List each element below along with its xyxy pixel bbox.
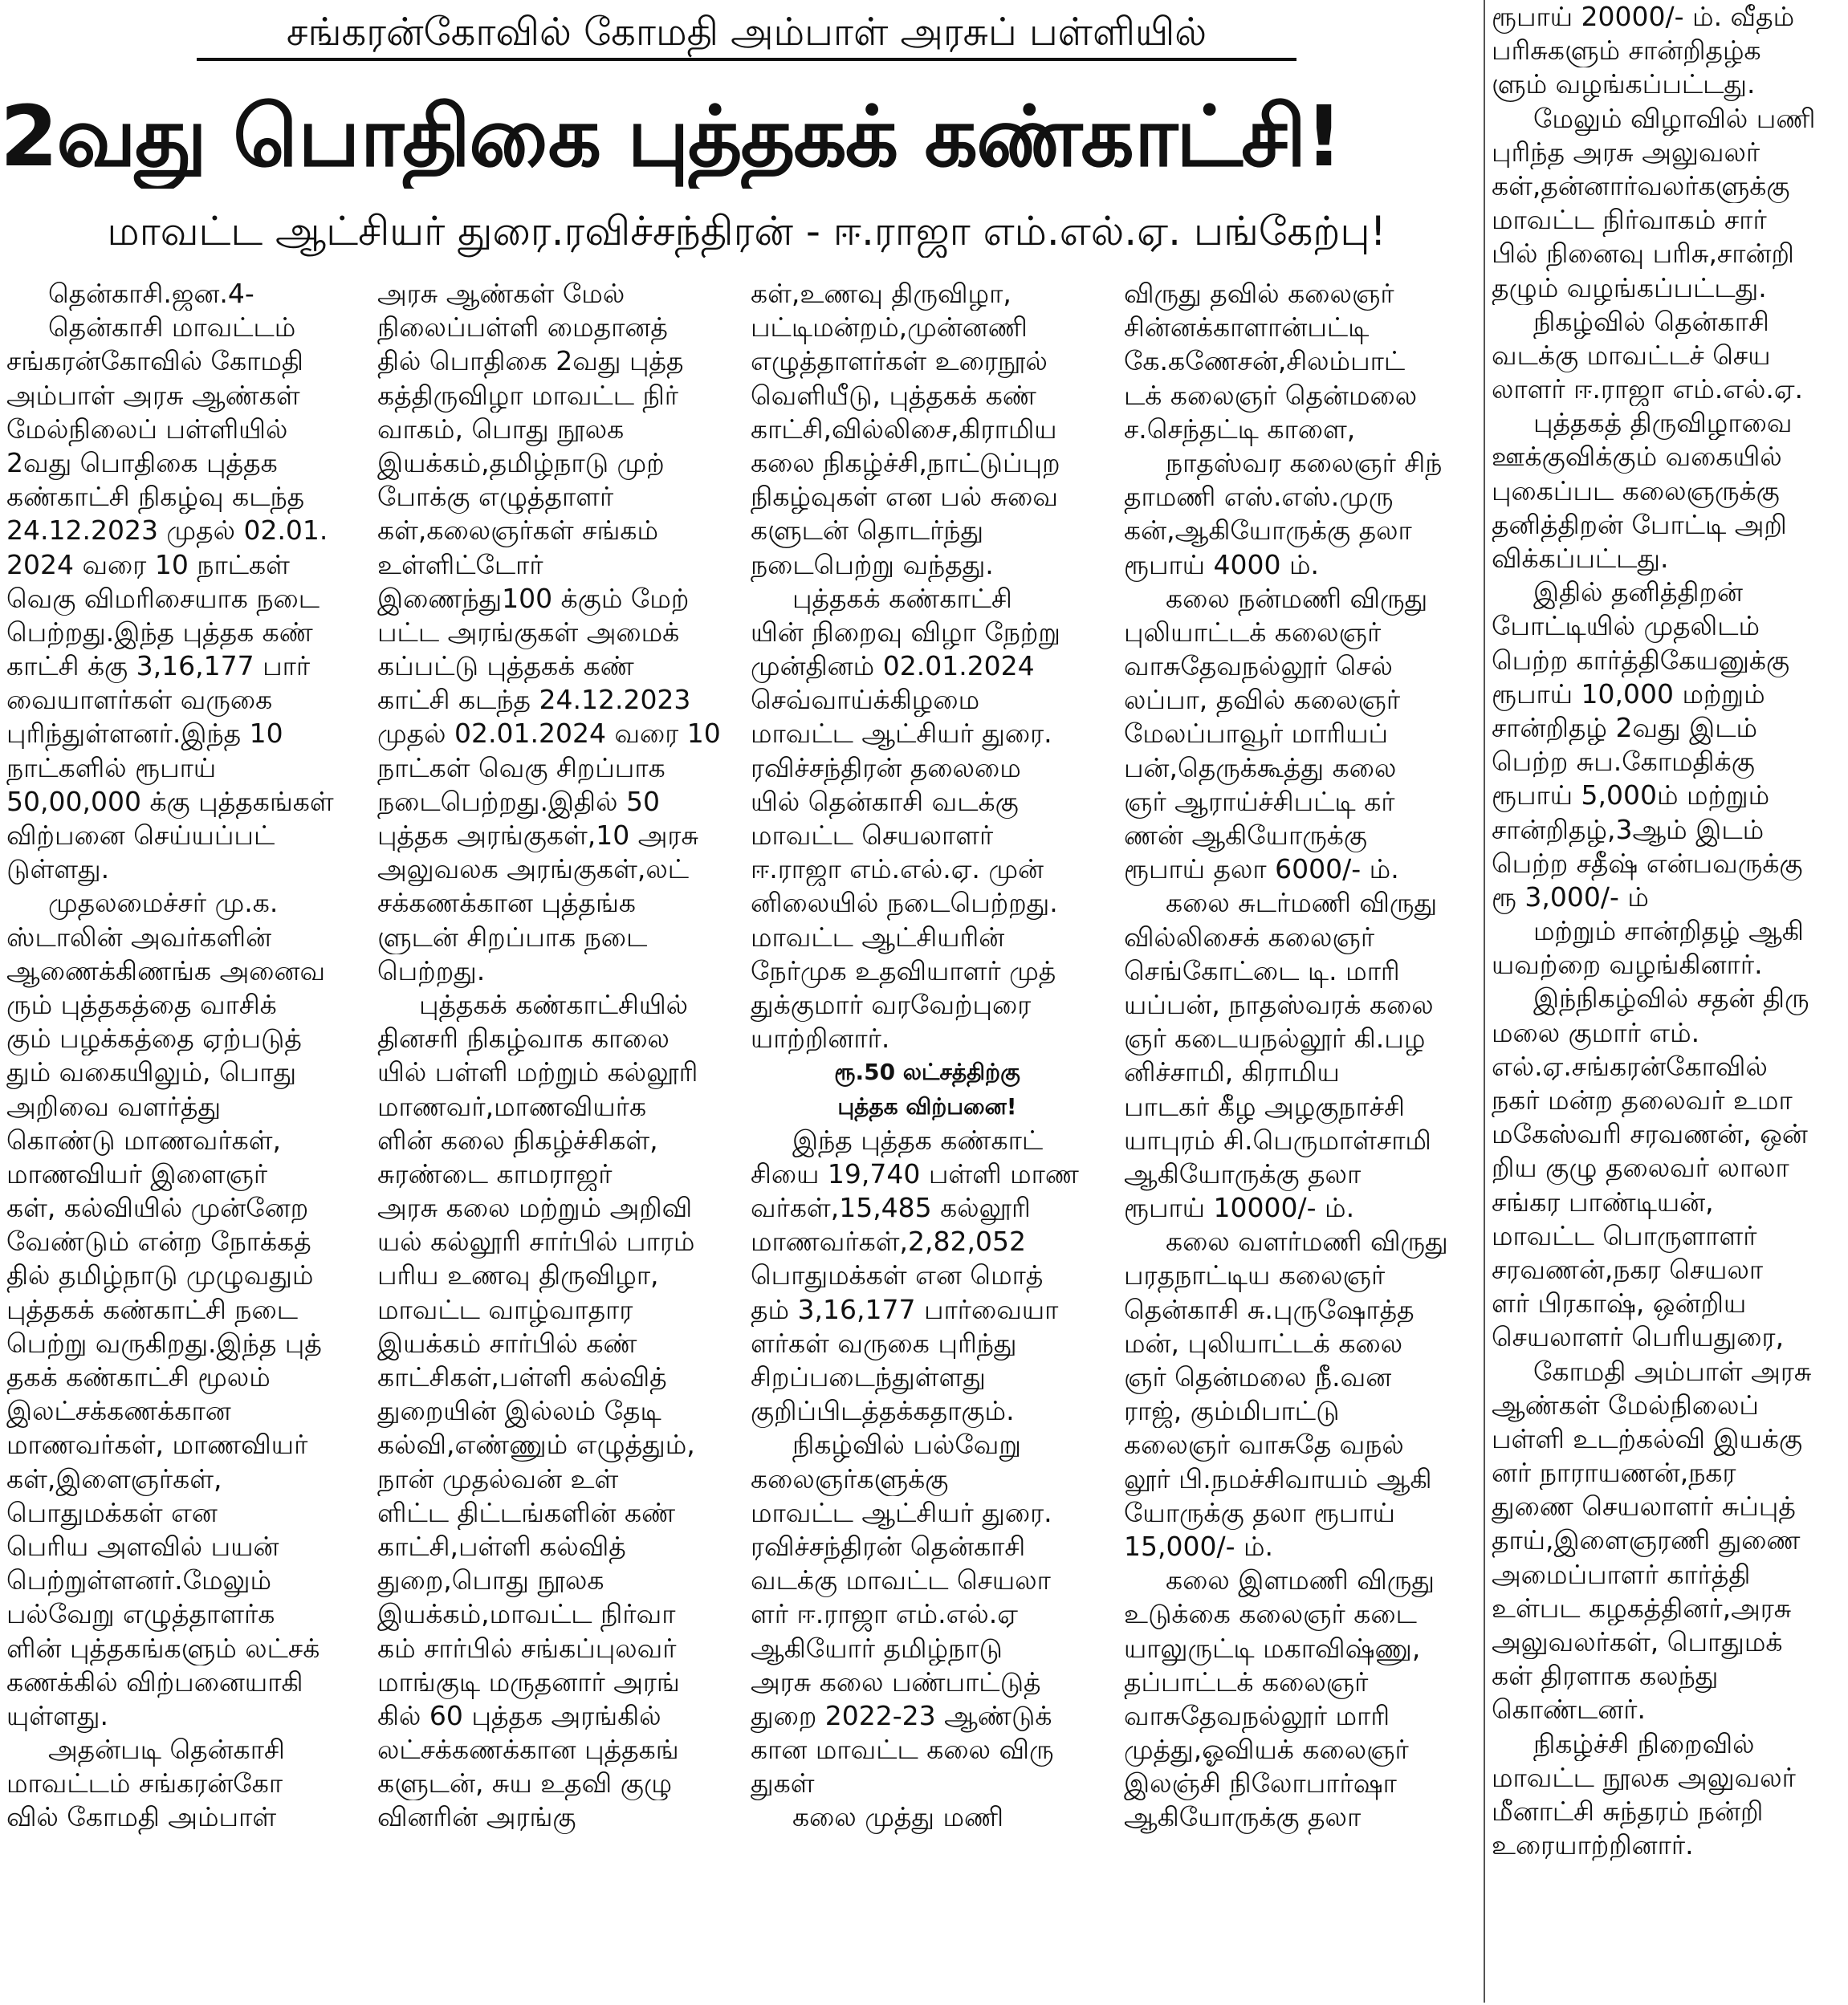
text-line: ரூ 3,000/- ம் <box>1492 880 1649 913</box>
text-line: கன்,ஆகியோருக்கு தலா <box>1124 514 1412 547</box>
text-line: தழும் வழங்கப்பட்டது. <box>1492 271 1767 303</box>
text-line: ரூபாய் 10000/- ம். <box>1124 1192 1355 1224</box>
text-line: ஞர் தென்மலை நீ.வன <box>1124 1361 1392 1393</box>
subheadline: மாவட்ட ஆட்சியர் துரை.ரவிச்சந்திரன் - ஈ.ராஜா எம்.எல்.ஏ. பங்கேற்பு! <box>107 208 1386 254</box>
text-line: அரசு கலை மற்றும் அறிவி <box>377 1192 693 1224</box>
text-line: பரிய உணவு திருவிழா, <box>377 1259 659 1291</box>
headline-block <box>0 0 1489 265</box>
text-line: ளுடன் சிறப்பாக நடை <box>377 921 648 953</box>
text-line: ஊக்குவிக்கும் வகையில் <box>1492 441 1782 473</box>
text-line: முன்தினம் 02.01.2024 <box>751 650 1035 682</box>
text-line: தில் பொதிகை 2வது புத்த <box>377 345 684 377</box>
text-line: டுள்ளது. <box>6 853 110 885</box>
text-line: நேர்முக உதவியாளர் முத் <box>751 954 1056 986</box>
column-divider <box>1484 0 1485 2003</box>
text-line: 50,00,000 க்கு புத்தகங்கள் <box>6 785 334 817</box>
text-line: கள்,கலைஞர்கள் சங்கம் <box>377 514 659 547</box>
text-line: யாற்றினார். <box>751 1023 890 1055</box>
text-line: மாணவர்,மாணவியர்க <box>377 1090 647 1122</box>
text-line: கள் திரளாக கலந்து <box>1492 1660 1719 1692</box>
text-line: மாங்குடி மருதனார் அரங் <box>377 1665 680 1698</box>
text-line: கலைஞர்களுக்கு <box>751 1462 949 1495</box>
text-line: நாதஸ்வர கலைஞர் சிந் <box>1166 446 1443 478</box>
text-line: ரூபாய் 4000 ம். <box>1124 548 1320 580</box>
text-line: நிகழ்ச்சி நிறைவில் <box>1533 1727 1755 1759</box>
text-line: ரும் புத்தகத்தை வாசிக் <box>6 988 277 1020</box>
text-line: கள்,இளைஞர்கள், <box>6 1462 222 1495</box>
text-line: சின்னக்காளான்பட்டி <box>1124 311 1370 344</box>
text-line: அமைப்பாளர் கார்த்தி <box>1492 1558 1751 1590</box>
text-line: கப்பட்டு புத்தகக் கண் <box>377 650 634 682</box>
text-line: விருது தவில் கலைஞர் <box>1124 278 1394 309</box>
text-line: கத்திருவிழா மாவட்ட நிர் <box>377 379 679 411</box>
text-line: வர்கள்,15,485 கல்லூரி <box>751 1192 1031 1224</box>
text-line: கம் சார்பில் சங்கப்புலவர் <box>377 1632 677 1664</box>
text-line: நிலைப்பள்ளி மைதானத் <box>377 311 668 344</box>
text-line: ளர்கள் வருகை புரிந்து <box>751 1327 1017 1359</box>
text-line: மாவட்ட நூலக அலுவலர் <box>1492 1761 1796 1793</box>
text-line: யோருக்கு தலா ரூபாய் <box>1124 1496 1395 1528</box>
text-line: துக்குமார் வரவேற்புரை <box>751 988 1032 1020</box>
text-line: வடக்கு மாவட்ட செயலா <box>751 1564 1051 1596</box>
text-line: தென்காசி சு.புருஷோத்த <box>1124 1293 1414 1325</box>
text-line: காட்சி,வில்லிசை,கிராமிய <box>751 413 1057 445</box>
text-line: யப்பன், நாதஸ்வரக் கலை <box>1124 988 1434 1020</box>
text-line: துறை 2022-23 ஆண்டுக் <box>751 1699 1052 1731</box>
text-line: மாவட்ட நிர்வாகம் சார் <box>1492 204 1767 236</box>
text-line: ஞர் ஆராய்ச்சிபட்டி கர் <box>1124 785 1395 817</box>
text-line: மேலும் விழாவில் பணி <box>1533 102 1816 134</box>
text-line: புலியாட்டக் கலைஞர் <box>1124 616 1382 648</box>
text-line: தாமணி எஸ்.எஸ்.முரு <box>1124 481 1394 513</box>
text-line: அம்பாள் அரசு ஆண்கள் <box>6 379 300 411</box>
text-line: மாவட்ட ஆட்சியர் துரை. <box>751 1496 1052 1528</box>
text-line: லாளர் ஈ.ராஜா எம்.எல்.ஏ. <box>1492 373 1804 405</box>
text-line: வில்லிசைக் கலைஞர் <box>1124 921 1375 953</box>
text-line: போக்கு எழுத்தாளர் <box>377 481 614 513</box>
text-line: நாட்களில் ரூபாய் <box>6 751 217 783</box>
text-line: ளும் வழங்கப்பட்டது. <box>1492 68 1756 100</box>
kicker-underline <box>197 58 1296 61</box>
text-line: ளர் ஈ.ராஜா எம்.எல்.ஏ <box>751 1598 1018 1630</box>
text-line: ளின் கலை நிகழ்ச்சிகள், <box>377 1124 658 1156</box>
text-line: தாய்,இளைஞரணி துணை <box>1492 1524 1801 1556</box>
text-line: ரூபாய் 10,000 மற்றும் <box>1492 677 1765 710</box>
article-column-5 <box>1492 0 1843 2003</box>
text-line: மாவட்ட பொருளாளர் <box>1492 1219 1757 1251</box>
text-line: எழுத்தாளர்கள் உரைநூல் <box>751 345 1048 377</box>
text-line: பெற்று வருகிறது.இந்த புத் <box>6 1327 322 1359</box>
text-line: பெற்ற சுப.கோமதிக்கு <box>1492 746 1755 778</box>
text-line: னிலையில் நடைபெற்றது. <box>751 887 1058 919</box>
text-line: நடைபெற்று வந்தது. <box>751 548 994 580</box>
text-line: சக்கணக்கான புத்தங்க <box>377 887 636 919</box>
text-line: மாவட்ட ஆட்சியரின் <box>751 921 1005 953</box>
text-line: செயலாளர் பெரியதுரை, <box>1492 1321 1785 1353</box>
text-line: காட்சி க்கு 3,16,177 பார் <box>6 650 311 682</box>
text-line: கள், கல்வியில் முன்னேற <box>6 1192 309 1224</box>
article-column-2 <box>377 277 731 2003</box>
text-line: யில் தென்காசி வடக்கு <box>751 785 1019 817</box>
text-line: வினரின் அரங்கு <box>377 1801 576 1833</box>
article-column-4 <box>1124 277 1477 2003</box>
text-line: பட்ட அரங்குகள் அமைக் <box>377 616 680 648</box>
text-line: பெற்றுள்ளனர்.மேலும் <box>6 1564 272 1596</box>
text-line: சிறப்படைந்துள்ளது <box>751 1361 986 1393</box>
text-line: பெற்றது. <box>377 954 486 986</box>
text-line: ரூபாய் 5,000ம் மற்றும் <box>1492 779 1770 811</box>
text-line: நாட்கள் வெகு சிறப்பாக <box>377 751 666 783</box>
text-line: கலை சுடர்மணி விருது <box>1166 887 1438 919</box>
text-line: அலுவலர்கள், பொதுமக் <box>1492 1626 1783 1657</box>
text-line: மாணவர்கள், மாணவியர் <box>6 1429 308 1461</box>
text-line: உடுக்கை கலைஞர் கடை <box>1124 1598 1417 1630</box>
text-line: சுரண்டை காமராஜர் <box>377 1157 613 1190</box>
text-line: 15,000/- ம். <box>1124 1530 1274 1562</box>
text-line: செவ்வாய்க்கிழமை <box>751 684 980 716</box>
text-line: புரிந்துள்ளனர்.இந்த 10 <box>6 718 283 750</box>
text-line: அதன்படி தென்காசி <box>48 1734 285 1766</box>
text-line: அரசு ஆண்கள் மேல் <box>377 278 625 309</box>
text-line: பள்ளி உடற்கல்வி இயக்கு <box>1492 1422 1803 1454</box>
text-line: மகேஸ்வரி சரவணன், ஒன் <box>1492 1118 1808 1150</box>
main-headline: 2வது பொதிகை புத்தகக் கண்காட்சி! <box>0 87 1341 185</box>
text-line: புத்தகத் திருவிழாவை <box>1533 407 1793 439</box>
text-line: லப்பா, தவில் கலைஞர் <box>1124 684 1401 716</box>
text-line: தகக் கண்காட்சி மூலம் <box>6 1361 271 1393</box>
text-line: வாசுதேவநல்லூர் மாரி <box>1124 1699 1390 1731</box>
text-line: பில் நினைவு பரிசு,சான்றி <box>1492 238 1794 270</box>
text-line: ளர் பிரகாஷ், ஒன்றிய <box>1492 1287 1747 1320</box>
text-line: யாபுரம் சி.பெருமாள்சாமி <box>1124 1124 1431 1156</box>
text-line: கொண்டு மாணவர்கள், <box>6 1124 281 1156</box>
text-line: கல்வி,எண்ணும் எழுத்தும், <box>377 1429 695 1461</box>
text-line: ணன் ஆகியோருக்கு <box>1124 819 1368 851</box>
text-line: சங்கர பாண்டியன், <box>1492 1186 1714 1218</box>
text-line: 2024 வரை 10 நாட்கள் <box>6 548 290 580</box>
text-line: புத்தகக் கண்காட்சி நடை <box>6 1293 298 1325</box>
text-line: கும் பழக்கத்தை ஏற்படுத் <box>6 1023 302 1055</box>
text-line: லட்சக்கணக்கான புத்தகங் <box>377 1734 679 1766</box>
text-line: கில் 60 புத்தக அரங்கில் <box>377 1699 661 1731</box>
text-line: கலை நிகழ்ச்சி,நாட்டுப்புற <box>751 446 1060 478</box>
text-line: பெற்றது.இந்த புத்தக கண் <box>6 616 313 648</box>
text-line: கண்காட்சி நிகழ்வு கடந்த <box>6 481 305 513</box>
text-line: கலை நன்மணி விருது <box>1166 582 1428 614</box>
text-line: நான் முதல்வன் உள் <box>377 1462 619 1495</box>
text-line: முதல் 02.01.2024 வரை 10 <box>377 718 721 750</box>
text-line: புத்தகக் கண்காட்சி <box>792 582 1012 614</box>
text-line: ச.செந்தட்டி காளை, <box>1124 413 1356 445</box>
text-line: களுடன் தொடர்ந்து <box>751 514 984 547</box>
text-line: புரிந்த அரசு அலுவலர் <box>1492 136 1760 168</box>
text-line: பெற்ற சதீஷ் என்பவருக்கு <box>1492 847 1803 879</box>
text-line: துறையின் இல்லம் தேடி <box>377 1395 661 1427</box>
text-line: பொதுமக்கள் என <box>6 1496 218 1528</box>
text-line: மலை குமார் எம். <box>1492 1016 1700 1048</box>
text-line: வாசுதேவநல்லூர் செல் <box>1124 650 1393 682</box>
text-line: வேண்டும் என்ற நோக்கத் <box>6 1226 311 1258</box>
text-line: நகர் மன்ற தலைவர் உமா <box>1492 1084 1793 1116</box>
text-line: தென்காசி.ஜன.4- <box>48 278 254 309</box>
text-line: நிகழ்வில் தென்காசி <box>1533 305 1769 337</box>
text-line: இதில் தனித்திறன் <box>1533 576 1743 608</box>
text-line: ளிட்ட திட்டங்களின் கண் <box>377 1496 676 1528</box>
text-line: யுள்ளது. <box>6 1699 108 1731</box>
text-line: தும் வகையிலும், பொது <box>6 1056 297 1088</box>
text-line: ஸ்டாலின் அவர்களின் <box>6 921 272 953</box>
text-line: பெரிய அளவில் பயன் <box>6 1530 279 1562</box>
text-line: நிகழ்வில் பல்வேறு <box>792 1429 1021 1461</box>
text-line: பட்டிமன்றம்,முன்னணி <box>751 311 1028 344</box>
text-line: பரதநாட்டிய கலைஞர் <box>1124 1259 1386 1291</box>
text-line: கணக்கில் விற்பனையாகி <box>6 1665 303 1698</box>
text-line: ஆண்கள் மேல்நிலைப் <box>1492 1389 1759 1421</box>
text-line: இந்த புத்தக கண்காட் <box>792 1124 1044 1156</box>
text-line: இலட்சக்கணக்கான <box>6 1395 231 1427</box>
text-line: யில் பள்ளி மற்றும் கல்லூரி <box>377 1056 698 1088</box>
text-line: பன்,தெருக்கூத்து கலை <box>1124 751 1397 783</box>
text-line: யவற்றை வழங்கினார். <box>1492 949 1763 981</box>
text-line: கலை இளமணி விருது <box>1166 1564 1435 1596</box>
text-line: இயக்கம்,தமிழ்நாடு முற் <box>377 446 665 478</box>
text-line: ஈ.ராஜா எம்.எல்.ஏ. முன் <box>751 853 1044 885</box>
text-line: விக்கப்பட்டது. <box>1492 543 1669 574</box>
text-line: உரையாற்றினார். <box>1492 1829 1694 1861</box>
text-line: வாகம், பொது நூலக <box>377 413 625 445</box>
text-line: டக் கலைஞர் தென்மலை <box>1124 379 1418 411</box>
text-line: ஆணைக்கிணங்க அனைவ <box>6 954 326 986</box>
text-line: கலை முத்து மணி <box>792 1801 1004 1833</box>
text-line: குறிப்பிடத்தக்கதாகும். <box>751 1395 1015 1427</box>
text-line: தம் 3,16,177 பார்வையா <box>751 1293 1059 1325</box>
text-line: செங்கோட்டை டி. மாரி <box>1124 954 1400 986</box>
text-line: துறை,பொது நூலக <box>377 1564 604 1596</box>
text-line: தென்காசி மாவட்டம் <box>48 311 296 344</box>
text-line: மாவட்டம் சங்கரன்கோ <box>6 1767 283 1800</box>
text-line: ஞர் கடையநல்லூர் கி.பழ <box>1124 1023 1426 1055</box>
text-line: தனித்திறன் போட்டி அறி <box>1492 508 1787 540</box>
text-line: காட்சி,பள்ளி கல்வித் <box>377 1530 626 1562</box>
text-line: ரவிச்சந்திரன் தலைமை <box>751 751 1021 783</box>
text-line: யாலுருட்டி மகாவிஷ்ணு, <box>1124 1632 1421 1664</box>
text-line: மாவட்ட ஆட்சியர் துரை. <box>751 718 1052 750</box>
text-line: ரவிச்சந்திரன் தென்காசி <box>751 1530 1026 1562</box>
text-line: கொண்டனர். <box>1492 1694 1647 1726</box>
text-line: முதலமைச்சர் மு.க. <box>48 887 279 919</box>
text-line: நடைபெற்றது.இதில் 50 <box>377 785 660 817</box>
text-line: ஆகியோருக்கு தலா <box>1124 1157 1362 1190</box>
text-line: எல்.ஏ.சங்கரன்கோவில் <box>1492 1050 1768 1082</box>
text-line: நிகழ்வுகள் என பல் சுவை <box>751 481 1058 513</box>
text-line: களுடன், சுய உதவி குழு <box>377 1767 673 1800</box>
text-line: காட்சி கடந்த 24.12.2023 <box>377 684 691 716</box>
text-line: புத்தகக் கண்காட்சியில் <box>419 988 689 1020</box>
text-line: மேல்நிலைப் பள்ளியில் <box>6 413 288 445</box>
text-line: ரூபாய் தலா 6000/- ம். <box>1124 853 1399 885</box>
text-line: 2வது பொதிகை புத்தக <box>6 446 278 478</box>
text-line: இயக்கம் சார்பில் கண் <box>377 1327 637 1359</box>
text-line: விற்பனை செய்யப்பட் <box>6 819 275 851</box>
text-line: ரூபாய் 20000/- ம். வீதம் <box>1492 1 1795 32</box>
text-line: மற்றும் சான்றிதழ் ஆகி <box>1533 915 1804 947</box>
text-line: யின் நிறைவு விழா நேற்று <box>751 616 1060 648</box>
text-line: உள்பட கழகத்தினர்,அரசு <box>1492 1592 1792 1624</box>
text-line: பல்வேறு எழுத்தாளர்க <box>6 1598 275 1630</box>
kicker-headline: சங்கரன்கோவில் கோமதி அம்பாள் அரசுப் பள்ளியில் <box>286 10 1207 55</box>
text-line: சான்றிதழ் 2வது இடம் <box>1492 711 1758 743</box>
text-line: புத்தக அரங்குகள்,10 அரசு <box>377 819 699 851</box>
text-line: லூர் பி.நமச்சிவாயம் ஆகி <box>1124 1462 1432 1495</box>
text-line: வெகு விமரிசையாக நடை <box>6 582 320 614</box>
text-line: தப்பாட்டக் கலைஞர் <box>1124 1665 1369 1698</box>
text-line: மாணவர்கள்,2,82,052 <box>751 1226 1026 1258</box>
text-line: துணை செயலாளர் சுப்புத் <box>1492 1491 1796 1523</box>
text-line: மாவட்ட வாழ்வாதார <box>377 1293 633 1325</box>
text-line: பொதுமக்கள் என மொத் <box>751 1259 1044 1291</box>
text-line: கலை வளர்மணி விருது <box>1166 1226 1448 1258</box>
text-line: மாவட்ட செயலாளர் <box>751 819 994 851</box>
text-line: கே.கணேசன்,சிலம்பாட் <box>1124 345 1406 377</box>
text-line: மன், புலியாட்டக் கலை <box>1124 1327 1403 1359</box>
text-line: துகள் <box>751 1767 815 1800</box>
text-line: வெளியீடு, புத்தகக் கண் <box>751 379 1036 411</box>
text-line: ஆகியோருக்கு தலா <box>1124 1801 1362 1833</box>
text-line: மீனாட்சி சுந்தரம் நன்றி <box>1492 1795 1764 1827</box>
text-line: அலுவலக அரங்குகள்,லட் <box>377 853 690 885</box>
text-line: பெற்ற கார்த்திகேயனுக்கு <box>1492 644 1790 676</box>
text-line: அறிவை வளர்த்து <box>6 1090 222 1122</box>
text-line: பரிசுகளும் சான்றிதழ்க <box>1492 35 1761 67</box>
text-line: காட்சிகள்,பள்ளி கல்வித் <box>377 1361 667 1393</box>
text-line: ராஜ், கும்மிபாட்டு <box>1124 1395 1340 1427</box>
text-line: சங்கரன்கோவில் கோமதி <box>6 345 303 377</box>
text-line: பாடகர் கீழ அழகுநாச்சி <box>1124 1090 1405 1122</box>
text-line: வையாளர்கள் வருகை <box>6 684 273 716</box>
text-line: வடக்கு மாவட்டச் செய <box>1492 339 1771 371</box>
text-line: தில் தமிழ்நாடு முழுவதும் <box>6 1259 314 1291</box>
text-line: தினசரி நிகழ்வாக காலை <box>377 1023 670 1055</box>
text-line: றிய குழு தலைவர் லாலா <box>1492 1152 1789 1184</box>
text-line: மேலப்பாவூர் மாரியப் <box>1124 718 1389 750</box>
text-line: சான்றிதழ்,3ஆம் இடம் <box>1492 813 1765 845</box>
text-line: இந்நிகழ்வில் சதன் திரு <box>1533 982 1809 1015</box>
text-line: கள்,உணவு திருவிழா, <box>751 278 1012 309</box>
text-line: வில் கோமதி அம்பாள் <box>6 1801 277 1833</box>
text-line: புகைப்பட கலைஞருக்கு <box>1492 474 1780 506</box>
text-line: 24.12.2023 முதல் 02.01. <box>6 514 328 547</box>
section-subheading: ரூ.50 லட்சத்திற்கு <box>834 1059 1020 1086</box>
text-line: இலஞ்சி நிலோபார்ஷா <box>1124 1767 1397 1800</box>
text-line: னிச்சாமி, கிராமிய <box>1124 1056 1340 1088</box>
text-line: கோமதி அம்பாள் அரசு <box>1533 1355 1812 1387</box>
text-line: போட்டியில் முதலிடம் <box>1492 610 1760 642</box>
text-line: ளின் புத்தகங்களும் லட்சக் <box>6 1632 320 1664</box>
text-line: கள்,தன்னார்வலர்களுக்கு <box>1492 169 1790 201</box>
text-line: ஆகியோர் தமிழ்நாடு <box>751 1632 1003 1664</box>
text-line: உள்ளிட்டோர் <box>377 548 543 580</box>
text-line: இணைந்து100 க்கும் மேற் <box>377 582 690 614</box>
text-line: முத்து,ஓவியக் கலைஞர் <box>1124 1734 1409 1766</box>
section-subheading: புத்தக விற்பனை! <box>837 1092 1017 1120</box>
article-column-1 <box>6 277 360 2003</box>
text-line: அரசு கலை பண்பாட்டுத் <box>751 1665 1041 1698</box>
text-line: சரவணன்,நகர செயலா <box>1492 1253 1764 1285</box>
text-line: கலைஞர் வாசுதே வநல் <box>1124 1429 1404 1461</box>
article-column-3 <box>751 277 1104 2003</box>
text-line: கான மாவட்ட கலை விரு <box>751 1734 1054 1766</box>
text-line: மாணவியர் இளைஞர் <box>6 1157 268 1190</box>
text-line: இயக்கம்,மாவட்ட நிர்வா <box>377 1598 676 1630</box>
text-line: சியை 19,740 பள்ளி மாண <box>751 1157 1079 1190</box>
text-line: னர் நாராயணன்,நகர <box>1492 1457 1736 1489</box>
text-line: யல் கல்லூரி சார்பில் பாரம் <box>377 1226 695 1258</box>
